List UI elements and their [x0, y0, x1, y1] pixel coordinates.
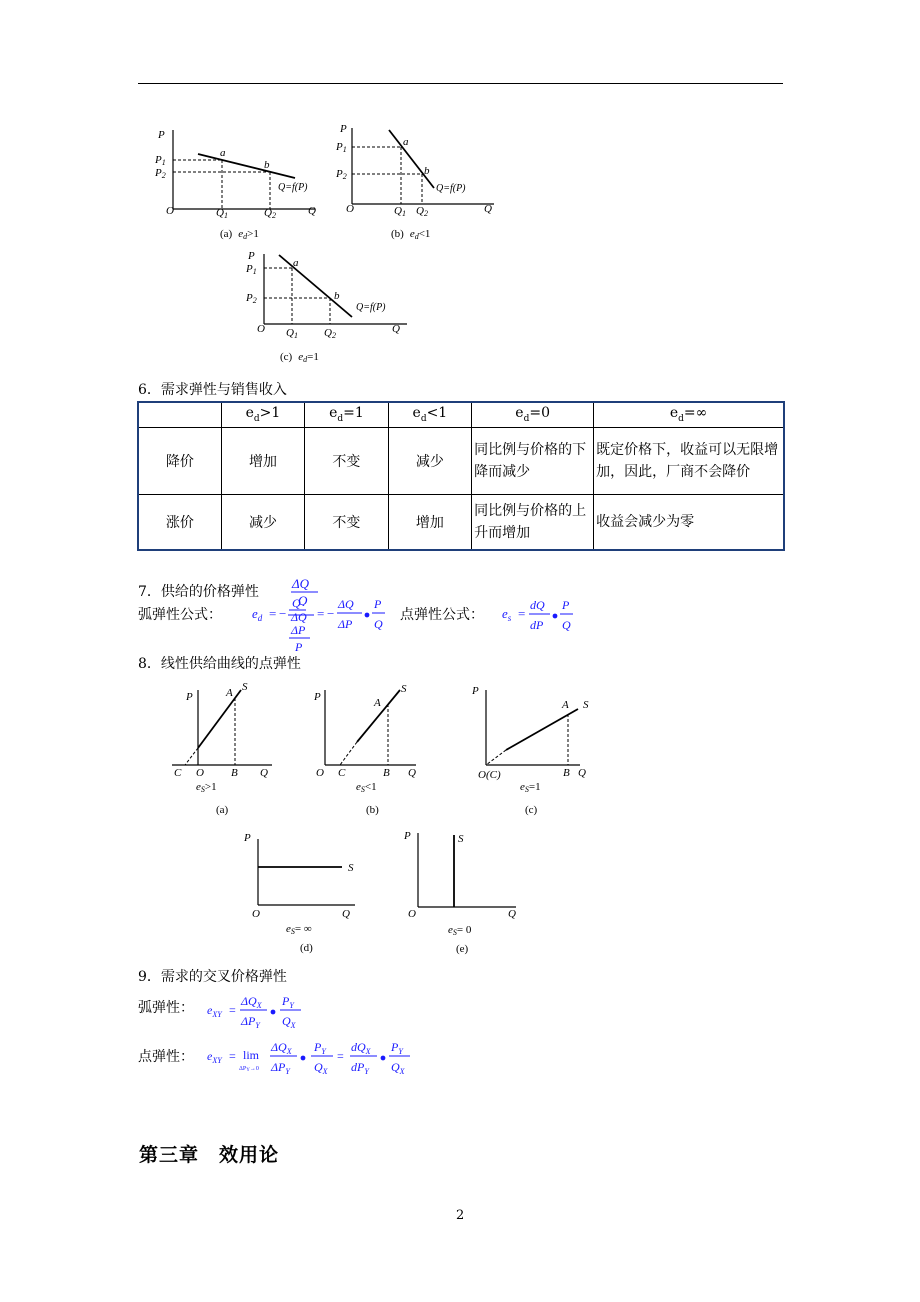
svg-text:dQ: dQ — [530, 598, 545, 612]
header-cell: $e_d=1$ — [305, 402, 388, 427]
demand-graph-a — [150, 118, 330, 243]
svg-text:O: O — [196, 767, 204, 779]
label-p2: P2 — [336, 168, 347, 181]
caption: (b) — [366, 804, 379, 816]
table-cell: 不变 — [305, 427, 388, 494]
section-8-title: 8．线性供给曲线的点弹性 — [138, 656, 301, 672]
svg-text:ed: $e_d$ — [252, 606, 263, 623]
label-q1: Q1 — [216, 207, 228, 220]
svg-text:P: P — [374, 597, 382, 611]
svg-text:dQX: $dQ_X$ — [351, 1040, 371, 1056]
svg-text:Q: Q — [408, 767, 416, 779]
caption: (a) ed>1 — [220, 228, 259, 241]
svg-text:Q: Q — [260, 767, 268, 779]
table-cell: 收益会减少为零 — [594, 494, 784, 550]
table-cell: 增加 — [221, 427, 304, 494]
label-q: Q — [484, 203, 492, 215]
svg-text:−: − — [279, 606, 287, 621]
demand-curve — [279, 255, 352, 317]
header-rule — [138, 83, 783, 84]
point-a: a — [293, 257, 299, 269]
point-a: a — [403, 136, 409, 148]
origin: O — [346, 203, 354, 215]
demand-curve — [198, 154, 295, 178]
table-cell: 减少 — [221, 494, 304, 550]
point-b: b — [264, 159, 270, 171]
svg-text:lim: lim — [243, 1048, 260, 1062]
table-cell: 同比例与价格的上升而增加 — [472, 494, 594, 550]
svg-text:P: P — [404, 830, 411, 842]
svg-text:QX: $Q_X$ — [391, 1060, 405, 1076]
svg-text:QX: $Q_X$ — [314, 1060, 328, 1076]
table-corner — [138, 402, 221, 427]
label-p: P — [248, 250, 255, 262]
svg-text:A: A — [562, 699, 569, 711]
supply-graph-d — [240, 825, 370, 955]
svg-text:QX: $Q_X$ — [282, 1014, 296, 1030]
curve-label: Q=f(P) — [278, 182, 308, 193]
caption: (d) — [300, 942, 313, 954]
row-label: 涨价 — [138, 494, 221, 550]
demand-graph-c — [242, 248, 412, 366]
header-cell: $e_d=\infty$ — [594, 402, 784, 427]
demand-graph-b — [334, 116, 504, 243]
svg-text:P: P — [244, 832, 251, 844]
elasticity-label: eS>1 — [196, 781, 217, 794]
svg-text:Q: Q — [298, 593, 308, 606]
svg-text:C: C — [338, 767, 346, 779]
table-cell: 既定价格下，收益可以无限增加，因此，厂商不会降价 — [594, 427, 784, 494]
table-row — [138, 494, 784, 550]
label-q: Q — [392, 323, 400, 335]
caption: (c) ed=1 — [280, 351, 319, 364]
svg-text:=: = — [229, 1049, 236, 1063]
extension — [185, 748, 198, 765]
svg-text:S: S — [348, 862, 354, 874]
svg-text:−: − — [327, 606, 335, 621]
svg-text:Q: Q — [292, 596, 301, 610]
svg-text:O: O — [252, 908, 260, 920]
supply-graph-c — [470, 680, 600, 820]
svg-text:Q: Q — [562, 618, 571, 632]
section-9-title: 9．需求的交叉价格弹性 — [138, 969, 287, 985]
svg-text:ΔPY: $\Delta P_Y$ — [241, 1014, 260, 1030]
svg-text:P: P — [186, 691, 193, 703]
label-q1: Q1 — [394, 205, 406, 218]
svg-text:P: P — [314, 691, 321, 703]
svg-text:ΔQ: ΔQ — [292, 576, 310, 591]
svg-text:O(C): O(C) — [478, 769, 501, 781]
origin: O — [257, 323, 265, 335]
elasticity-label: eS= ∞ — [286, 923, 312, 936]
page-number: 2 — [456, 1208, 465, 1223]
svg-text:PY: $P_Y$ — [391, 1040, 403, 1056]
svg-text:=: = — [317, 606, 325, 621]
point-elasticity-formula — [500, 596, 582, 636]
supply-graph-a — [168, 680, 288, 820]
row-label: 降价 — [138, 427, 221, 494]
svg-text:A: A — [226, 687, 233, 699]
svg-text:=: = — [229, 1003, 236, 1017]
elasticity-label: eS=1 — [520, 781, 541, 794]
label-p: P — [158, 129, 165, 141]
label-q2: Q2 — [324, 327, 336, 340]
section-7-title: 7．供给的价格弹性 — [138, 584, 259, 600]
label-p2: P2 — [246, 292, 257, 305]
svg-text:PY: $P_Y$ — [282, 994, 294, 1010]
header-cell: $e_d>1$ — [221, 402, 304, 427]
elasticity-label: eS= 0 — [448, 924, 472, 937]
label-p: P — [340, 123, 347, 135]
svg-text:P: P — [472, 685, 479, 697]
extension — [486, 750, 506, 765]
dot-operator — [271, 1010, 276, 1015]
svg-text:Q: Q — [508, 908, 516, 920]
svg-text:B: B — [231, 767, 238, 779]
table-cell: 同比例与价格的下降而减少 — [472, 427, 594, 494]
label-p2: P2 — [155, 167, 166, 180]
supply-curve — [506, 709, 578, 750]
origin: O — [166, 205, 174, 217]
svg-text:Q: Q — [342, 908, 350, 920]
demand-curve — [389, 130, 434, 188]
cross-arc-label: 弧弹性： — [138, 1000, 194, 1016]
point-a: a — [220, 147, 226, 159]
label-q1: Q1 — [286, 327, 298, 340]
svg-text:=: = — [269, 606, 277, 621]
point-b: b — [424, 165, 430, 177]
svg-text:ΔPY→0: ΔPY→0 — [239, 1066, 259, 1073]
caption: (c) — [525, 804, 538, 816]
header-cell: $e_d<1$ — [388, 402, 471, 427]
table-cell: 不变 — [305, 494, 388, 550]
svg-text:P: P — [562, 598, 570, 612]
dot-operator — [365, 613, 370, 618]
svg-text:PY: $P_Y$ — [314, 1040, 326, 1056]
label-q2: Q2 — [264, 207, 276, 220]
label-p1: P1 — [246, 263, 257, 276]
table-cell: 减少 — [388, 427, 471, 494]
dot-operator — [381, 1056, 386, 1061]
svg-text:O: O — [316, 767, 324, 779]
supply-graph-e — [398, 825, 528, 955]
label-q: Q — [308, 205, 316, 217]
section-6-title: 6．需求弹性与销售收入 — [138, 382, 287, 398]
caption: (e) — [456, 943, 469, 955]
arc-elasticity-formula — [250, 596, 395, 654]
cross-point-formula — [205, 1038, 415, 1082]
svg-text:C: C — [174, 767, 182, 779]
cross-point-label: 点弹性： — [138, 1049, 194, 1065]
svg-text:es: $e_s$ — [502, 606, 512, 623]
cross-arc-formula — [205, 992, 315, 1030]
supply-graph-b — [312, 680, 432, 820]
svg-text:ΔPY: $\Delta P_Y$ — [271, 1060, 290, 1076]
chapter-title: 第三章 效用论 — [139, 1144, 280, 1166]
svg-text:ΔQX: $\Delta Q_X$ — [241, 994, 262, 1010]
svg-text:Q: Q — [578, 767, 586, 779]
svg-text:=: = — [337, 1049, 344, 1063]
label-p1: P1 — [155, 154, 166, 167]
point-elasticity-label: 点弹性公式： — [400, 607, 484, 623]
dot-operator — [553, 614, 558, 619]
svg-text:S: S — [401, 683, 407, 695]
svg-text:ΔQX: $\Delta Q_X$ — [271, 1040, 292, 1056]
table-cell: 增加 — [388, 494, 471, 550]
svg-text:eXY: $e_{XY}$ — [207, 1003, 222, 1019]
svg-text:ΔP: ΔP — [291, 623, 306, 637]
svg-text:O: O — [408, 908, 416, 920]
svg-text:P: P — [295, 640, 303, 654]
svg-text:B: B — [383, 767, 390, 779]
elasticity-label: eS<1 — [356, 781, 377, 794]
label-p1: P1 — [336, 141, 347, 154]
extension — [340, 742, 357, 765]
arc-elasticity-label: 弧弹性公式： — [138, 607, 222, 623]
svg-text:dP: dP — [530, 618, 544, 632]
svg-text:eXY: $e_{XY}$ — [207, 1049, 222, 1065]
curve-label: Q=f(P) — [436, 183, 466, 194]
svg-text:=: = — [518, 606, 526, 621]
svg-text:dPY: $dP_Y$ — [351, 1060, 369, 1076]
elasticity-revenue-table — [137, 401, 785, 551]
svg-text:S: S — [458, 833, 464, 845]
point-b: b — [334, 290, 340, 302]
svg-text:ΔP: ΔP — [338, 617, 353, 631]
label-q2: Q2 — [416, 205, 428, 218]
svg-text:Q: Q — [374, 617, 383, 631]
dot-operator — [301, 1056, 306, 1061]
table-row — [138, 427, 784, 494]
table-header-row — [138, 402, 784, 427]
caption: (a) — [216, 804, 229, 816]
svg-text:ΔQ: ΔQ — [291, 610, 307, 624]
curve-label: Q=f(P) — [356, 302, 386, 313]
caption: (b) ed<1 — [391, 228, 431, 241]
svg-text:A: A — [374, 697, 381, 709]
header-cell: $e_d=0$ — [472, 402, 594, 427]
svg-text:S: S — [583, 699, 589, 711]
svg-text:S: S — [242, 681, 248, 693]
svg-text:B: B — [563, 767, 570, 779]
svg-text:ΔQ: ΔQ — [338, 597, 354, 611]
